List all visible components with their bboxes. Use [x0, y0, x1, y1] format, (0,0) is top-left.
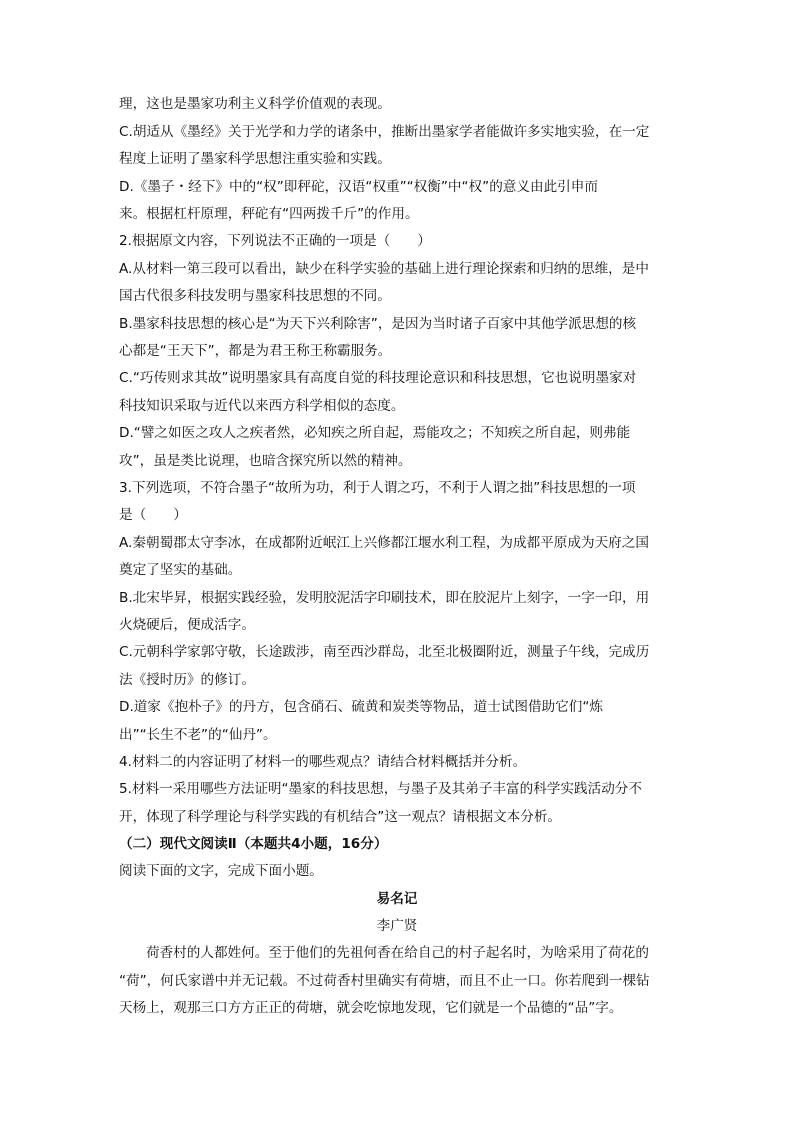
- text-line: 法《授时历》的修订。: [119, 672, 255, 688]
- story-title: 易名记: [376, 891, 418, 907]
- question-5: 5.材料一采用哪些方法证明“墨家的科技思想，与墨子及其弟子丰富的科学实践活动分不: [119, 781, 642, 797]
- option-a-line: A.秦朝蜀郡太守李冰，在成都附近岷江上兴修都江堰水利工程，为成都平原成为天府之国: [119, 535, 649, 551]
- text-line: 程度上证明了墨家科学思想注重实验和实践。: [119, 151, 391, 167]
- text-line: 火烧硬后，便成活字。: [119, 617, 255, 633]
- text-line: 开，体现了科学理论与科学实践的有机结合”这一观点？请根据文本分析。: [119, 809, 562, 825]
- option-c-line: C.元朝科学家郭守敬，长途跋涉，南至西沙群岛，北至北极圈附近，测量子午线，完成历: [119, 644, 650, 660]
- section-heading: （二）现代文阅读Ⅱ（本题共4小题，16分）: [119, 836, 388, 852]
- option-d-line: D.道家《抱朴子》的丹方，包含硝石、硫黄和炭类等物品，道士试图借助它们“炼: [119, 699, 604, 715]
- paragraph-line: 荷香村的人都姓何。至于他们的先祖何香在给自己的村子起名时，为啥采用了荷花的: [146, 945, 649, 961]
- question-3: 3.下列选项，不符合墨子“故所为功，利于人谓之巧，不利于人谓之拙”科技思想的一项: [119, 480, 636, 496]
- text-line: 理，这也是墨家功利主义科学价值观的表现。: [119, 96, 391, 112]
- option-d-line: D.“譬之如医之攻人之疾者然，必知疾之所自起，焉能攻之；不知疾之所自起，则弗能: [119, 425, 631, 441]
- text-line: 心都是“王天下”，都是为君王称王称霸服务。: [119, 343, 392, 359]
- option-a-line: A.从材料一第三段可以看出，缺少在科学实验的基础上进行理论探索和归纳的思维，是中: [119, 261, 649, 277]
- paragraph-line: 天杨上，观那三口方方正正的荷塘，就会吃惊地发现，它们就是一个品德的“品”字。: [119, 1000, 623, 1016]
- paragraph-line: “荷”，何氏家谱中并无记载。不过荷香村里确实有荷塘，而且不止一口。你若爬到一棵钻: [119, 973, 650, 989]
- question-2: 2.根据原文内容，下列说法不正确的一项是（ ）: [119, 233, 432, 249]
- instruction-line: 阅读下面的文字，完成下面小题。: [119, 863, 323, 879]
- text-line: 是（ ）: [119, 507, 187, 523]
- option-c-line: C.胡适从《墨经》关于光学和力学的诸条中，推断出墨家学者能做许多实地实验，在一定: [119, 124, 650, 140]
- text-line: 来。根据杠杆原理，秤砣有“四两拨千斤”的作用。: [119, 206, 419, 222]
- text-line: 国古代很多科技发明与墨家科技思想的不同。: [119, 288, 391, 304]
- story-author: 李广贤: [376, 918, 418, 934]
- text-line: 奠定了坚实的基础。: [119, 562, 242, 578]
- text-line: 攻”，虽是类比说理，也暗含探究所以然的精神。: [119, 453, 412, 469]
- text-line: 出”“长生不老”的“仙丹”。: [119, 727, 277, 743]
- option-c-line: C.“巧传则求其故”说明墨家具有高度自觉的科技理论意识和科技思想，它也说明墨家对: [119, 370, 637, 386]
- option-d-line: D.《墨子・经下》中的“权”即秤砣，汉语“权重”“权衡”中“权”的意义由此引申而: [119, 179, 598, 195]
- option-b-line: B.墨家科技思想的核心是“为天下兴利除害”，是因为当时诸子百家中其他学派思想的核: [119, 316, 637, 332]
- question-4: 4.材料二的内容证明了材料一的哪些观点？请结合材料概括并分析。: [119, 754, 527, 770]
- option-b-line: B.北宋毕昇，根据实践经验，发明胶泥活字印刷技术，即在胶泥片上刻字，一字一印，用: [119, 590, 650, 606]
- text-line: 科技知识采取与近代以来西方科学相似的态度。: [119, 398, 405, 414]
